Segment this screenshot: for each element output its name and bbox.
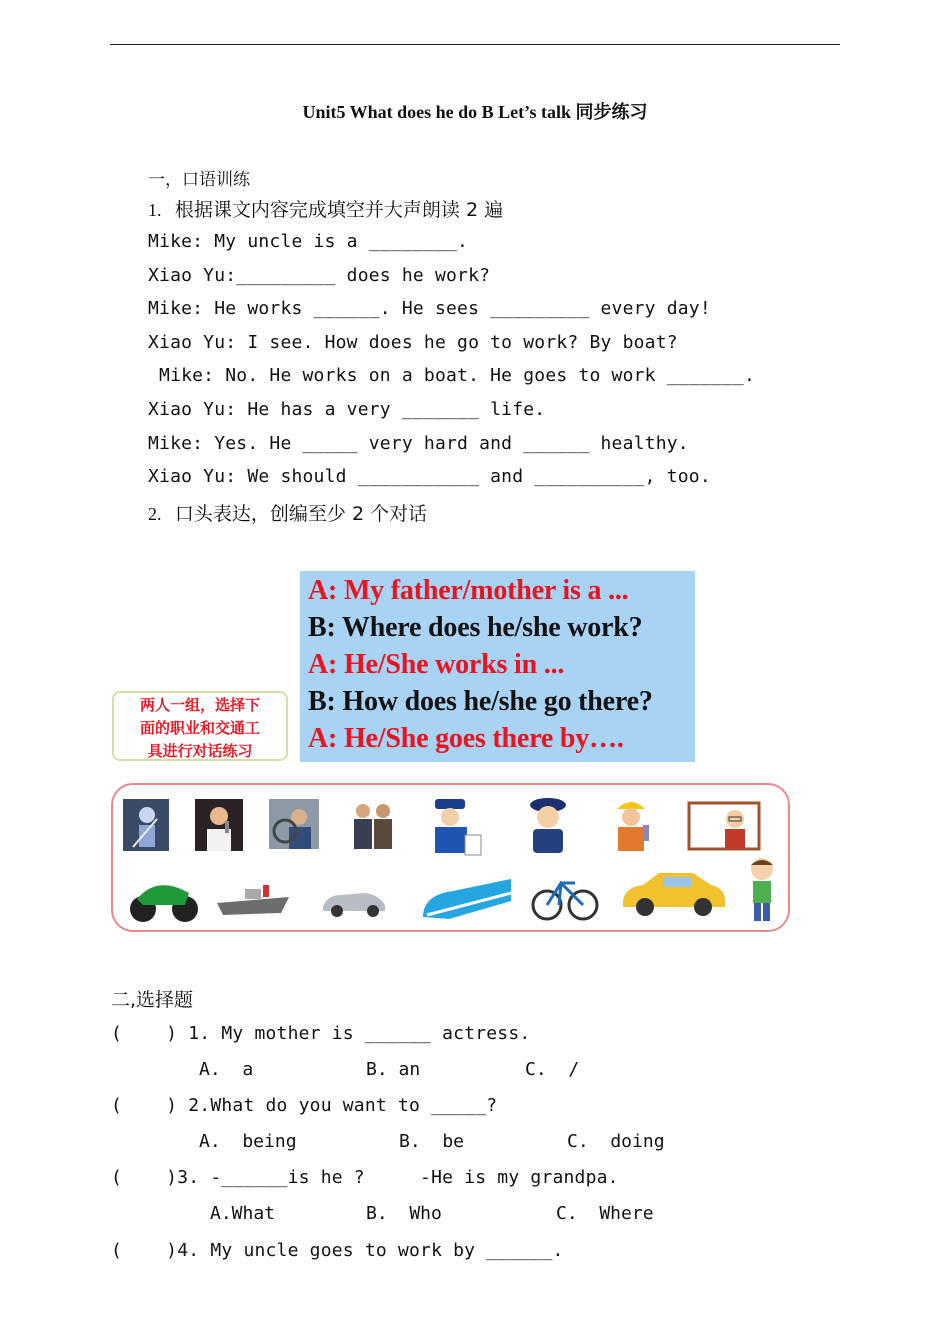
- prompt-line-2: B: Where does he/she work?: [308, 612, 643, 643]
- prompt-line-1: A: My father/mother is a ...: [308, 575, 629, 606]
- dialogue-prompt-box: [300, 571, 695, 762]
- driver-icon: [269, 799, 319, 849]
- police-officer-icon: [525, 795, 571, 855]
- worker-icon: [609, 795, 653, 855]
- q1-number: 1.: [148, 200, 162, 220]
- section1-heading: 一，口语训练: [148, 170, 250, 190]
- q1-text: 根据课文内容完成填空并大声朗读 2 遍: [174, 199, 504, 221]
- ship-icon: [215, 881, 291, 917]
- prompt-line-5: A: He/She goes there by….: [308, 723, 624, 754]
- q2-option-c: C. doing: [567, 1131, 665, 1152]
- q3-option-b: B. Who: [366, 1203, 442, 1224]
- header-rule: [110, 44, 840, 45]
- q2-option-b: B. be: [399, 1131, 465, 1152]
- singer-icon: [195, 799, 243, 851]
- car-icon: [319, 883, 389, 919]
- note-line-3: 具进行对话练习: [147, 742, 253, 760]
- teacher-icon: [687, 799, 761, 851]
- mc-question-2: ( ) 2.What do you want to _____?: [111, 1095, 498, 1116]
- q1-option-c: C. /: [525, 1059, 580, 1080]
- dialogue-line-4: Xiao Yu: I see. How does he go to work? By boat?: [148, 332, 678, 353]
- mc-question-1: ( ) 1. My mother is ______ actress.: [111, 1023, 531, 1044]
- dialogue-line-7: Mike: Yes. He _____ very hard and ______ healthy.: [148, 433, 689, 454]
- dialogue-line-5: Mike: No. He works on a boat. He goes to work _______.: [148, 365, 756, 386]
- page-title: Unit5 What does he do B Let’s talk 同步练习: [302, 102, 648, 122]
- q1-option-a: A. a: [199, 1059, 254, 1080]
- train-icon: [419, 871, 513, 927]
- jobs-transport-picture-panel: [111, 783, 790, 932]
- section2-heading: 二,选择题: [111, 989, 194, 1011]
- q2-text: 口头表达，创编至少 2 个对话: [174, 503, 428, 525]
- taxi-icon: [619, 867, 727, 919]
- q2-option-a: A. being: [199, 1131, 297, 1152]
- mc-question-4: ( )4. My uncle goes to work by ______.: [111, 1240, 564, 1261]
- boy-icon: [745, 855, 779, 925]
- motorcycle-icon: [127, 869, 201, 925]
- dialogue-line-6: Xiao Yu: He has a very _______ life.: [148, 399, 546, 420]
- q2-instruction: [148, 499, 427, 526]
- q2-number: 2.: [148, 504, 162, 524]
- prompt-line-4: B: How does he/she go there?: [308, 686, 653, 717]
- dialogue-line-1: Mike: My uncle is a ________.: [148, 231, 469, 252]
- q3-option-c: C. Where: [556, 1203, 654, 1224]
- bike-icon: [531, 865, 599, 925]
- note-line-2: 面的职业和交通工: [139, 719, 260, 737]
- businessman-icon: [347, 799, 399, 851]
- dialogue-line-2: Xiao Yu:_________ does he work?: [148, 265, 491, 286]
- q1-option-b: B. an: [366, 1059, 421, 1080]
- q3-option-a: A.What: [210, 1203, 276, 1224]
- mc-question-3: ( )3. -______is he ? -He is my grandpa.: [111, 1167, 619, 1188]
- note-line-1: 两人一组，选择下: [139, 696, 260, 714]
- prompt-line-3: A: He/She works in ...: [308, 649, 565, 680]
- q1-instruction: [148, 195, 503, 222]
- cleaner-icon: [123, 799, 169, 851]
- dialogue-line-8: Xiao Yu: We should ___________ and __________, too.: [148, 466, 711, 487]
- dialogue-line-3: Mike: He works ______. He sees _________ every day!: [148, 298, 711, 319]
- postman-icon: [427, 795, 487, 859]
- pair-work-note: [112, 691, 288, 761]
